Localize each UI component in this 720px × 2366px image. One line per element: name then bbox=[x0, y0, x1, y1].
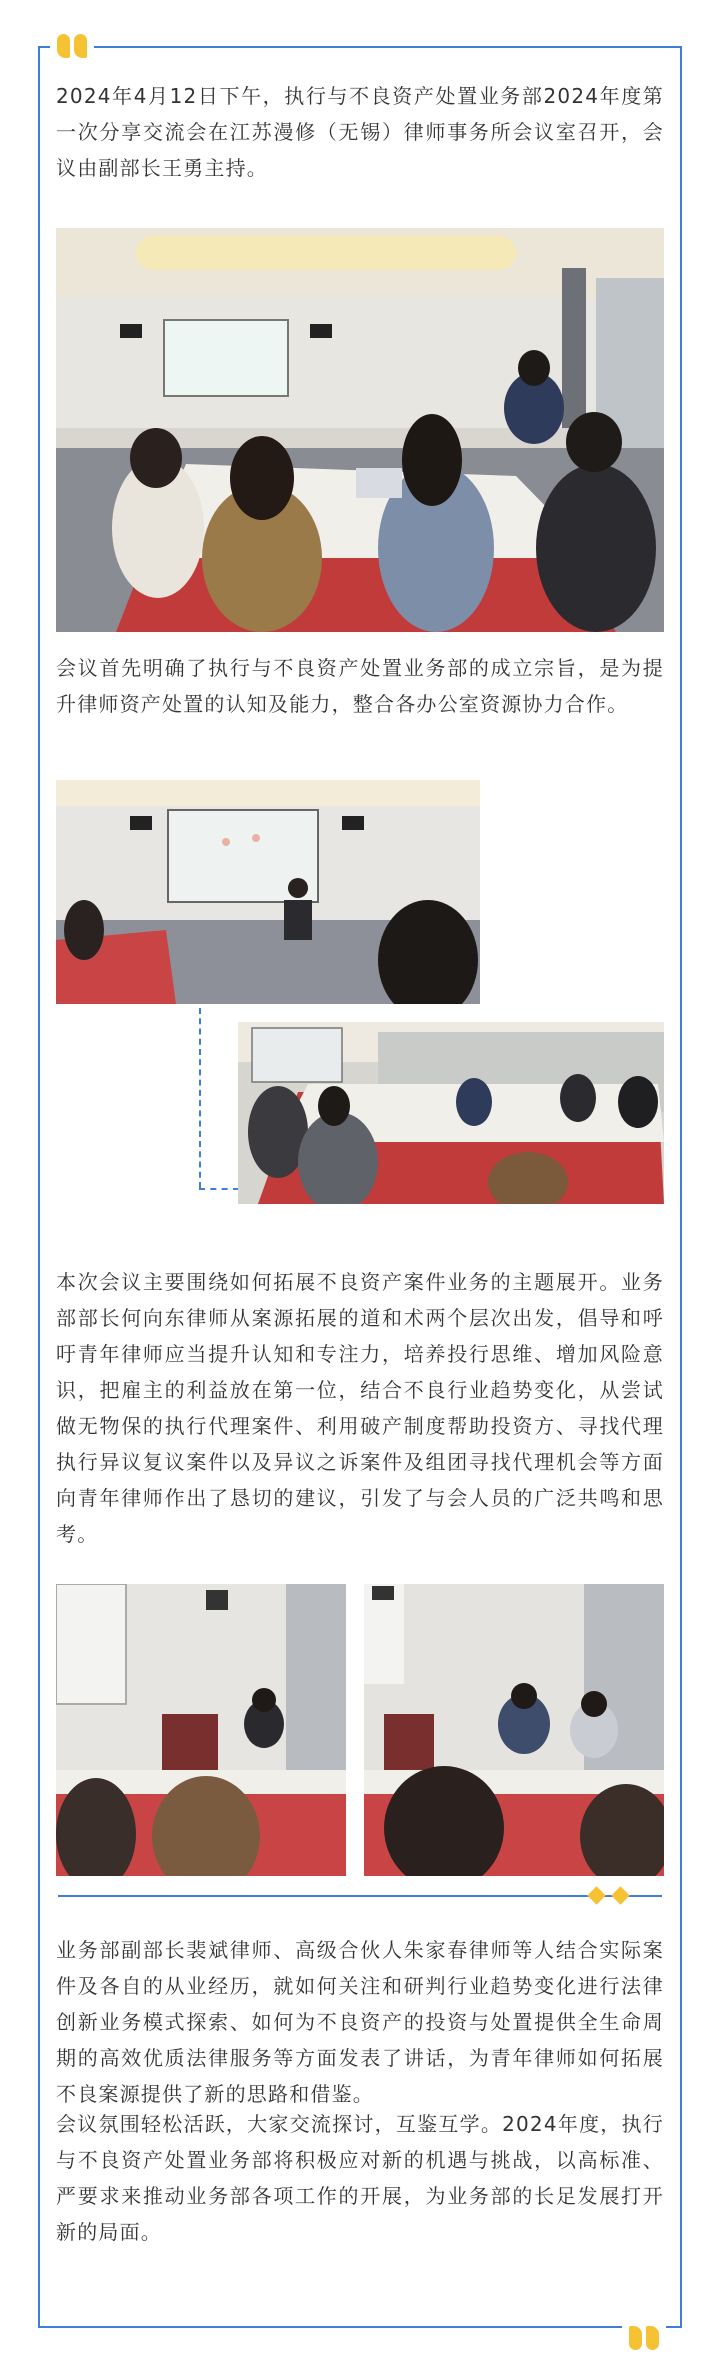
connector-dashed-horizontal bbox=[199, 1188, 239, 1190]
meeting-photo-wide bbox=[238, 1022, 664, 1204]
close-quote-icon bbox=[622, 2318, 666, 2358]
meeting-photo-main bbox=[56, 228, 664, 632]
open-quote-icon bbox=[50, 26, 94, 66]
paragraph-theme: 本次会议主要围绕如何拓展不良资产案件业务的主题展开。业务部部长何向东律师从案源拓展的道和术两个层次出发，倡导和呼吁青年律师应当提升认知和专注力，培养投行思维、增加风险意识，把雇主的利益放在第一位，结合不良行业趋势变化，从尝试做无物保的执行代理案件、利用破产制度帮助投资方、寻找代理执行异议复议案件以及异议之诉案件及组团寻找代理机会等方面向青年律师作出了恳切的建议，引发了与会人员的广泛共鸣和思考。 bbox=[56, 1270, 664, 1546]
paragraph-speeches: 业务部副部长裴斌律师、高级合伙人朱家春律师等人结合实际案件及各自的从业经历，就如何关注和研判行业趋势变化进行法律创新业务模式探索、如何为不良资产的投资与处置提供全生命周期的高效优质法律服务等方面发表了讲话，为青年律师如何拓展不良案源提供了新的思路和借鉴。 bbox=[56, 1938, 664, 2106]
meeting-photo-presenter bbox=[56, 780, 480, 1004]
meeting-photo-left bbox=[56, 1584, 346, 1876]
paragraph-conclusion: 会议氛围轻松活跃，大家交流探讨，互鉴互学。2024年度，执行与不良资产处置业务部将积极应对新的机遇与挑战，以高标准、严要求来推动业务部各项工作的开展，为业务部的长足发展打开新的局面。 bbox=[56, 2112, 664, 2244]
section-divider bbox=[58, 1895, 662, 1897]
paragraph-purpose: 会议首先明确了执行与不良资产处置业务部的成立宗旨，是为提升律师资产处置的认知及能力，整合各办公室资源协力合作。 bbox=[56, 656, 664, 716]
paragraph-intro: 2024年4月12日下午，执行与不良资产处置业务部2024年度第一次分享交流会在江苏漫修（无锡）律师事务所会议室召开，会议由副部长王勇主持。 bbox=[56, 84, 664, 180]
connector-dashed-vertical bbox=[199, 1008, 201, 1188]
meeting-photo-right bbox=[364, 1584, 664, 1876]
